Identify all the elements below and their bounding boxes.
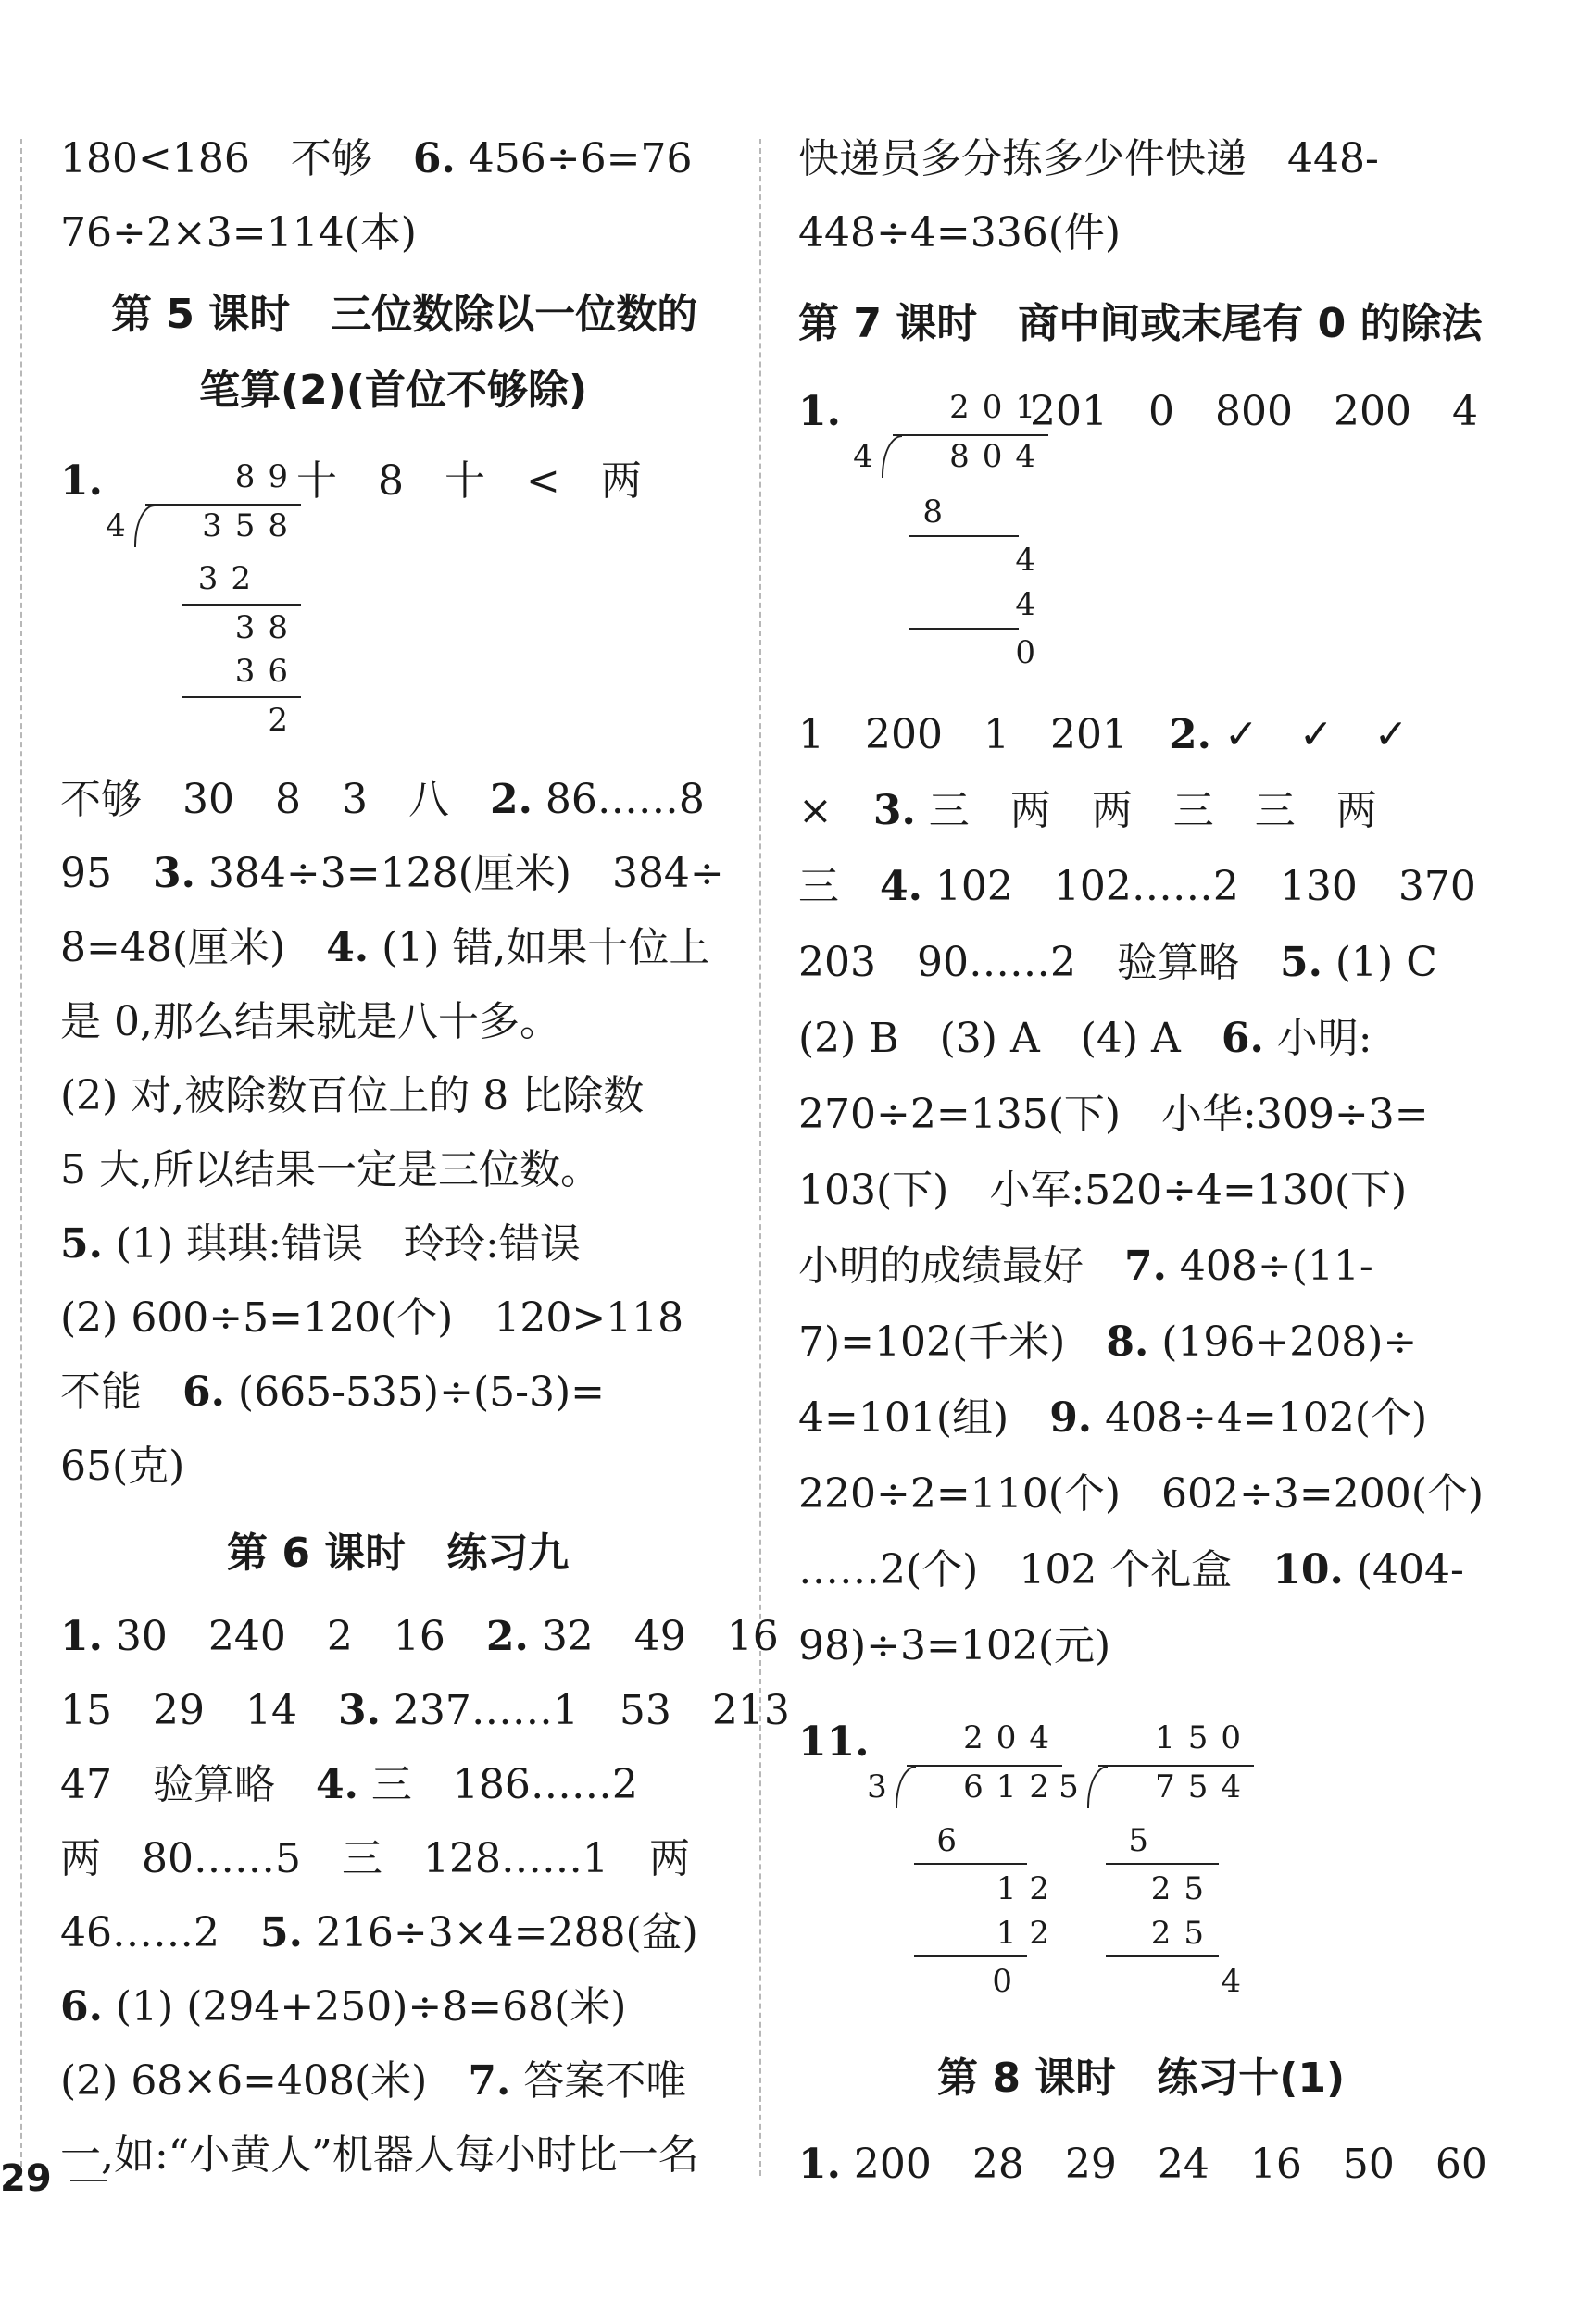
text-line: (2) B (3) A (4) A 6. 小明: <box>798 1015 1372 1062</box>
dividend: 612 <box>963 1768 1062 1805</box>
long-division-612-by-3 <box>858 1715 1081 2011</box>
text-line: 103(下) 小军:520÷4=130(下) <box>798 1167 1408 1214</box>
text-line: 4=101(组) 9. 408÷4=102(个) <box>798 1394 1428 1442</box>
quotient: 204 <box>963 1719 1062 1756</box>
text-line: 47 验算略 4. 三 186……2 <box>60 1761 638 1808</box>
remainder-1: 12 <box>996 1870 1062 1907</box>
section-heading-lesson-6: 第 6 课时 练习九 <box>227 1530 570 1577</box>
division-bracket <box>882 435 902 478</box>
remainder-1: 4 <box>1015 542 1048 579</box>
rule-2 <box>1106 1955 1219 1957</box>
text-line: 三 4. 102 102……2 130 370 <box>798 863 1476 910</box>
text-line: 不能 6. (665-535)÷(5-3)= <box>60 1368 606 1416</box>
subtract-1: 5 <box>1128 1822 1161 1859</box>
column-divider <box>759 139 761 2176</box>
left-margin-line <box>20 139 22 2176</box>
divisor: 4 <box>853 438 873 475</box>
subtract-1: 6 <box>936 1822 970 1859</box>
divisor: 5 <box>1059 1768 1079 1805</box>
text-line: ……2(个) 102 个礼盒 10. (404- <box>798 1546 1464 1593</box>
text-line: 不够 30 8 3 八 2. 86……8 <box>60 776 705 823</box>
division-bracket <box>1087 1766 1108 1808</box>
section-heading-lesson-7: 第 7 课时 商中间或末尾有 0 的除法 <box>798 300 1483 347</box>
quotient: 150 <box>1155 1719 1254 1756</box>
remainder-1: 25 <box>1150 1870 1217 1907</box>
text-line: (2) 600÷5=120(个) 120>118 <box>60 1294 684 1342</box>
rule-1 <box>914 1863 1027 1865</box>
text-line: 7)=102(千米) 8. (196+208)÷ <box>798 1318 1418 1366</box>
text-line: 小明的成绩最好 7. 408÷(11- <box>798 1243 1373 1290</box>
subtract-2: 25 <box>1150 1915 1217 1952</box>
subtract-2: 36 <box>234 653 301 690</box>
text-line: 76÷2×3=114(本) <box>60 209 417 256</box>
dividend: 754 <box>1155 1768 1254 1805</box>
section-heading-lesson-5-sub: 笔算(2)(首位不够除) <box>199 367 588 414</box>
rule-2 <box>914 1955 1027 1957</box>
text-line: 两 80……5 三 128……1 两 <box>60 1835 690 1882</box>
rule-1 <box>182 604 301 606</box>
text-line: (2) 对,被除数百位上的 8 比除数 <box>60 1072 645 1119</box>
remainder-2: 4 <box>1221 1963 1254 2000</box>
text-line: 95 3. 384÷3=128(厘米) 384÷ <box>60 850 724 897</box>
q1-answers: 十 8 十 < 两 <box>296 457 642 505</box>
remainder-2: 0 <box>1015 634 1048 671</box>
long-division-754-by-5 <box>1050 1715 1272 2011</box>
text-line: 448÷4=336(件) <box>798 209 1122 256</box>
text-line: 15 29 14 3. 237……1 53 213 <box>60 1687 790 1734</box>
page-number <box>0 2157 107 2200</box>
quotient: 89 <box>234 458 301 495</box>
remainder-1: 38 <box>234 609 301 646</box>
text-line: 1. 30 240 2 16 2. 32 49 16 <box>60 1613 779 1660</box>
division-bar <box>907 1765 1062 1767</box>
text-line: 1. 200 28 29 24 16 50 60 <box>798 2141 1487 2188</box>
rule-1 <box>1106 1863 1219 1865</box>
dividend: 358 <box>202 507 301 544</box>
text-line: 203 90……2 验算略 5. (1) C <box>798 939 1437 986</box>
rule-2 <box>182 696 301 698</box>
text-line: 8=48(厘米) 4. (1) 错,如果十位上 <box>60 924 710 971</box>
question-number: 1. <box>60 457 103 505</box>
text-line: 270÷2=135(下) 小华:309÷3= <box>798 1091 1429 1138</box>
division-bracket <box>134 505 155 547</box>
division-bracket <box>896 1766 916 1808</box>
subtract-1: 32 <box>197 560 264 597</box>
text-line: 一,如:“小黄人”机器人每小时比一名 <box>60 2131 699 2179</box>
division-bar <box>145 504 301 506</box>
division-bar <box>893 434 1048 436</box>
page-number-rule <box>70 2180 107 2181</box>
text-line: 1 200 1 201 2. ✓ ✓ ✓ <box>798 711 1409 758</box>
question-number: 11. <box>798 1718 870 1766</box>
rule-2 <box>909 628 1019 630</box>
rule-1 <box>909 535 1019 537</box>
text-line: 6. (1) (294+250)÷8=68(米) <box>60 1983 627 2030</box>
text-line: 46……2 5. 216÷3×4=288(盆) <box>60 1909 698 1956</box>
text-line: 5. (1) 琪琪:错误 玲玲:错误 <box>60 1220 581 1268</box>
quotient: 201 <box>949 389 1048 426</box>
dividend: 804 <box>949 438 1048 475</box>
subtract-2: 12 <box>996 1915 1062 1952</box>
divisor: 3 <box>867 1768 887 1805</box>
q1-answers: 201 0 800 200 4 <box>1030 388 1478 435</box>
section-heading-lesson-5: 第 5 课时 三位数除以一位数的 <box>111 291 698 338</box>
question-number: 1. <box>798 388 841 435</box>
text-line: 快递员多分拣多少件快递 448- <box>798 135 1379 182</box>
text-line: 65(克) <box>60 1443 185 1490</box>
section-heading-lesson-8: 第 8 课时 练习十(1) <box>937 2055 1346 2102</box>
text-line: 98)÷3=102(元) <box>798 1622 1111 1669</box>
page-number-text: 29 <box>0 2157 52 2200</box>
long-division-358-by-4 <box>97 454 320 750</box>
text-line: 180<186 不够 6. 456÷6=76 <box>60 135 693 182</box>
text-line: 220÷2=110(个) 602÷3=200(个) <box>798 1470 1485 1518</box>
text-line: 5 大,所以结果一定是三位数。 <box>60 1146 601 1193</box>
remainder-2: 2 <box>268 702 301 739</box>
text-line: × 3. 三 两 两 三 三 两 <box>798 787 1377 834</box>
divisor: 4 <box>106 507 126 544</box>
text-line: (2) 68×6=408(米) 7. 答案不唯 <box>60 2057 687 2105</box>
subtract-1: 8 <box>922 494 956 531</box>
text-line: 是 0,那么结果就是八十多。 <box>60 998 560 1045</box>
subtract-2: 4 <box>1015 586 1048 623</box>
division-bar <box>1098 1765 1254 1767</box>
remainder-2: 0 <box>992 1963 1025 2000</box>
